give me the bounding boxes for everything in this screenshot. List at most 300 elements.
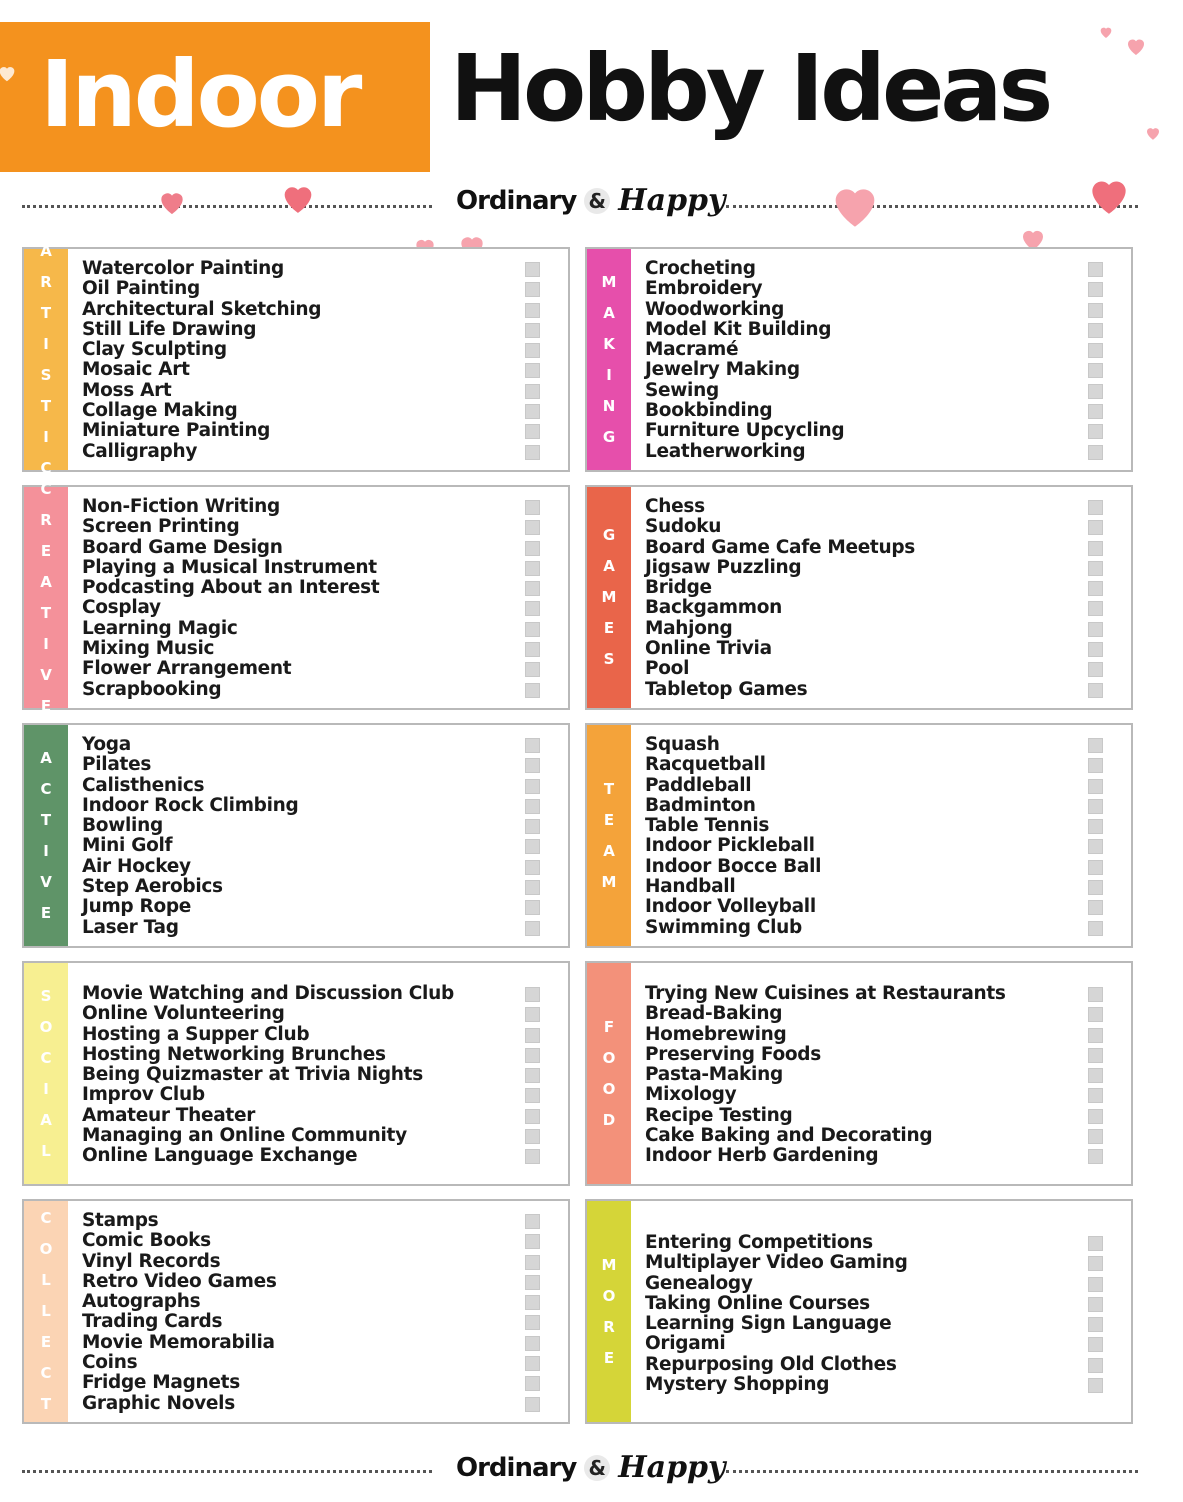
checkbox[interactable] [1088,343,1103,358]
checkbox[interactable] [525,900,540,915]
checkbox[interactable] [525,622,540,637]
checkbox[interactable] [1088,799,1103,814]
hobby-item-label: Being Quizmaster at Trivia Nights [82,1064,423,1086]
checkbox[interactable] [1088,1337,1103,1352]
hobby-item-label: Scrapbooking [82,678,222,700]
checkbox[interactable] [525,445,540,460]
checkbox[interactable] [1088,384,1103,399]
hobby-item-label: Cake Baking and Decorating [645,1125,933,1147]
hobby-item-label: Mystery Shopping [645,1374,830,1396]
hobby-item [645,659,1111,679]
category-band-food [587,963,631,1184]
hobby-item [82,1146,548,1166]
hobby-item [82,497,548,517]
hobby-item-label: Improv Club [82,1084,205,1106]
hobby-list-social [82,984,548,1167]
band-letter: T [40,603,52,622]
category-band-artistic [24,241,68,477]
hobby-item [645,1355,1111,1375]
checkbox[interactable] [525,1376,540,1391]
band-letter: O [602,1048,616,1067]
hobby-item [645,1025,1111,1045]
category-band-making [587,249,631,470]
hobby-item-label: Furniture Upcycling [645,420,845,442]
checkbox[interactable] [525,282,540,297]
checkbox[interactable] [1088,262,1103,277]
hobby-item-label: Online Volunteering [82,1003,285,1025]
hobby-item-label: Paddleball [645,774,752,796]
brand-happy: Happy [618,183,726,218]
checkbox[interactable] [525,561,540,576]
band-letter: T [40,303,52,322]
hobby-item-label: Online Trivia [645,638,772,660]
checkbox[interactable] [1088,520,1103,535]
hobby-item-label: Tabletop Games [645,678,808,700]
band-letter: E [40,541,52,560]
hobby-item [82,1333,548,1353]
hobby-item [82,1211,548,1231]
hobby-item [82,538,548,558]
checkbox[interactable] [1088,500,1103,515]
checkbox[interactable] [525,404,540,419]
checkbox[interactable] [1088,1256,1103,1271]
checkbox[interactable] [525,1068,540,1083]
hobby-item-label: Calisthenics [82,774,205,796]
hobby-item [645,680,1111,700]
hobby-item [82,558,548,578]
band-letter: A [40,241,52,260]
checkbox[interactable] [1088,282,1103,297]
checkbox[interactable] [525,779,540,794]
hobby-item [645,639,1111,659]
checkbox[interactable] [525,1315,540,1330]
brand-ordinary: Ordinary [456,185,577,216]
footer-brand-logo [456,1450,725,1485]
hobby-item [82,1004,548,1024]
checkbox[interactable] [525,1356,540,1371]
brand-ordinary: Ordinary [456,1452,577,1483]
title-word-indoor: Indoor [40,41,360,148]
hobby-item-label: Movie Memorabilia [82,1331,275,1353]
checkbox[interactable] [1088,683,1103,698]
heart-icon [1098,24,1114,40]
hobby-item [82,1025,548,1045]
hobby-item-label: Vinyl Records [82,1250,221,1272]
hobby-item [82,857,548,877]
band-letter: A [603,841,615,860]
checkbox[interactable] [1088,900,1103,915]
hobby-item-label: Trying New Cuisines at Restaurants [645,983,1006,1004]
hobby-item-label: Backgammon [645,597,783,619]
category-card-collect [22,1199,570,1424]
hobby-item [82,279,548,299]
checkbox[interactable] [1088,1297,1103,1312]
hobby-item-label: Flower Arrangement [82,658,292,680]
checkbox[interactable] [525,424,540,439]
band-letter: O [39,1017,53,1036]
band-letter: I [606,365,612,384]
category-card-artistic [22,241,570,477]
checkbox[interactable] [1088,839,1103,854]
hobby-item [82,1065,548,1085]
hobby-item [645,755,1111,775]
hobby-item [82,1231,548,1251]
checkbox[interactable] [1088,860,1103,875]
checkbox[interactable] [525,662,540,677]
checkbox[interactable] [525,303,540,318]
checkbox[interactable] [1088,642,1103,657]
band-letter: C [40,1364,52,1382]
hobby-item [82,680,548,700]
checkbox[interactable] [525,1028,540,1043]
hobby-item [82,639,548,659]
checkbox[interactable] [1088,1007,1103,1022]
checkbox[interactable] [1088,404,1103,419]
checkbox[interactable] [1088,445,1103,460]
hobby-item-label: Swimming Club [645,916,802,938]
checkbox[interactable] [525,799,540,814]
hobby-item-label: Cosplay [82,597,161,619]
checkbox[interactable] [1088,1317,1103,1332]
hobby-item-label: Graphic Novels [82,1392,235,1414]
checkbox[interactable] [1088,1149,1103,1164]
hobby-item [645,300,1111,320]
heart-icon [1144,124,1162,142]
category-card-creative [22,479,570,715]
hobby-item [82,1373,548,1393]
checkbox[interactable] [525,384,540,399]
checkbox[interactable] [525,880,540,895]
checkbox[interactable] [1088,1028,1103,1043]
hobby-item [82,1394,548,1414]
band-letter: C [40,458,52,477]
checkbox[interactable] [525,683,540,698]
band-letter: V [40,872,52,891]
band-letter: S [40,365,52,384]
hobby-item-label: Table Tennis [645,815,770,837]
hobby-item-label: Managing an Online Community [82,1125,407,1147]
hobby-item [82,1085,548,1105]
hobby-item-label: Air Hockey [82,855,191,877]
hobby-item-label: Mixing Music [82,638,215,660]
hobby-item [645,776,1111,796]
hobby-item [82,1292,548,1312]
hobby-item-label: Coins [82,1352,138,1374]
checkbox[interactable] [525,1088,540,1103]
hobby-item [645,1253,1111,1273]
hobby-item [645,796,1111,816]
footer-dotted-divider-right [726,1470,1138,1473]
hobby-item [645,984,1111,1004]
checkbox[interactable] [1088,1068,1103,1083]
band-letter: I [43,427,49,446]
hobby-item-label: Taking Online Courses [645,1292,870,1314]
checkbox[interactable] [1088,779,1103,794]
hobby-item-label: Bridge [645,577,712,599]
hobby-item [82,1045,548,1065]
hobby-item [645,1106,1111,1126]
checkbox[interactable] [1088,987,1103,1002]
hobby-list-active [82,735,548,938]
band-letter: L [41,1141,51,1160]
hobby-item-label: Jewelry Making [645,359,800,381]
checkbox[interactable] [525,541,540,556]
hobby-item [645,517,1111,537]
checkbox[interactable] [525,819,540,834]
title-hobby-ideas: Hobby Ideas [450,35,1050,142]
checkbox[interactable] [525,500,540,515]
hobby-item-label: Sudoku [645,516,722,538]
checkbox[interactable] [1088,1277,1103,1292]
hobby-item-label: Entering Competitions [645,1232,873,1253]
checkbox[interactable] [525,642,540,657]
checkbox[interactable] [525,343,540,358]
checkbox[interactable] [1088,1236,1103,1251]
checkbox[interactable] [1088,363,1103,378]
checkbox[interactable] [1088,561,1103,576]
hobby-item-label: Leatherworking [645,440,806,462]
band-letter: G [602,526,616,544]
hobby-item-label: Multiplayer Video Gaming [645,1252,908,1274]
hobby-item [645,340,1111,360]
hobby-item-label: Learning Sign Language [645,1313,892,1335]
checkbox[interactable] [1088,581,1103,596]
band-letter: E [603,619,615,637]
checkbox[interactable] [1088,541,1103,556]
hobby-item [82,1126,548,1146]
hobby-item [82,1252,548,1272]
checkbox[interactable] [525,1007,540,1022]
category-card-active [22,723,570,948]
hobby-item [645,1334,1111,1354]
hobby-item [82,360,548,380]
checkbox[interactable] [525,921,540,936]
header-dotted-divider-right [726,205,1138,208]
checkbox[interactable] [525,1275,540,1290]
hobby-item [645,442,1111,462]
brand-ampersand: & [584,188,610,214]
hobby-item-label: Autographs [82,1291,201,1313]
hobby-list-games [645,497,1111,700]
band-letter: C [40,479,52,498]
hobby-item [82,984,548,1004]
checkbox[interactable] [1088,303,1103,318]
hobby-item-label: Embroidery [645,278,763,300]
checkbox[interactable] [525,1295,540,1310]
checkbox[interactable] [525,860,540,875]
hobby-item [645,735,1111,755]
checkbox[interactable] [1088,738,1103,753]
checkbox[interactable] [1088,1129,1103,1144]
category-card-food [585,961,1133,1186]
hobby-item [82,1312,548,1332]
hobby-item [82,776,548,796]
hobby-list-food [645,984,1111,1167]
heart-icon [156,186,188,218]
brand-ampersand: & [584,1455,610,1481]
hobby-item [645,279,1111,299]
checkbox[interactable] [1088,921,1103,936]
checkbox[interactable] [525,520,540,535]
checkbox[interactable] [1088,1048,1103,1063]
hobby-item [82,259,548,279]
hobby-item-label: Macramé [645,339,739,361]
band-letter: C [40,779,52,798]
band-letter: O [602,1286,616,1305]
hobby-item-label: Pasta-Making [645,1064,783,1086]
hobby-item-label: Squash [645,734,720,755]
heart-icon [826,176,884,234]
hobby-item-label: Model Kit Building [645,318,832,340]
band-letter: R [40,272,52,291]
band-letter: G [602,427,616,446]
checkbox[interactable] [1088,758,1103,773]
hobby-item-label: Badminton [645,794,756,816]
band-letter: T [603,779,615,798]
hobby-item [82,1353,548,1373]
hobby-item-label: Comic Books [82,1230,211,1252]
category-band-more [587,1201,631,1422]
band-letter: K [603,334,615,353]
hobby-item [82,578,548,598]
hobby-item [645,320,1111,340]
checkbox[interactable] [1088,880,1103,895]
hobby-item-label: Clay Sculpting [82,339,227,361]
checkbox[interactable] [525,323,540,338]
checkbox[interactable] [1088,819,1103,834]
band-letter: A [603,303,615,322]
checkbox[interactable] [1088,1378,1103,1393]
hobby-item [82,421,548,441]
checkbox[interactable] [525,581,540,596]
hobby-item [645,877,1111,897]
category-card-social [22,961,570,1186]
hobby-item [82,340,548,360]
category-band-active [24,725,68,946]
hobby-item [645,381,1111,401]
hobby-item [645,421,1111,441]
hobby-item-label: Stamps [82,1210,159,1231]
category-card-games [585,485,1133,710]
checkbox[interactable] [525,987,540,1002]
hobby-item-label: Origami [645,1333,726,1355]
band-letter: N [602,396,616,415]
checkbox[interactable] [1088,601,1103,616]
hobby-item [645,1294,1111,1314]
checkbox[interactable] [525,738,540,753]
hobby-item [645,578,1111,598]
checkbox[interactable] [1088,424,1103,439]
hobby-item [82,755,548,775]
checkbox[interactable] [525,839,540,854]
hobby-item-label: Mosaic Art [82,359,190,381]
checkbox[interactable] [1088,1358,1103,1373]
band-letter: E [603,810,615,829]
hobby-item-label: Bread-Baking [645,1003,783,1025]
hobby-item-label: Still Life Drawing [82,318,257,340]
band-letter: E [40,1333,52,1351]
hobby-item-label: Preserving Foods [645,1043,821,1065]
hobby-item [645,1126,1111,1146]
hobby-item [645,538,1111,558]
hobby-item-label: Yoga [82,734,131,755]
hobby-item [82,300,548,320]
checkbox[interactable] [525,758,540,773]
checkbox[interactable] [1088,323,1103,338]
hobby-item [82,619,548,639]
hobby-item [645,918,1111,938]
hobby-item-label: Screen Printing [82,516,240,538]
band-letter: E [603,1348,615,1367]
checkbox[interactable] [1088,1109,1103,1124]
hobby-item [82,1272,548,1292]
band-letter: F [603,1017,615,1036]
checkbox[interactable] [525,1109,540,1124]
band-letter: M [601,1255,617,1274]
band-letter: C [40,1048,52,1067]
checkbox[interactable] [525,1234,540,1249]
hobby-item [645,1085,1111,1105]
hobby-item-label: Pilates [82,754,152,776]
hobby-item [82,796,548,816]
checkbox[interactable] [525,601,540,616]
hobby-item-label: Indoor Bocce Ball [645,855,822,877]
hobby-item [645,360,1111,380]
checkbox[interactable] [525,1336,540,1351]
hobby-item-label: Playing a Musical Instrument [82,556,377,578]
hobby-item-label: Sewing [645,379,719,401]
hobby-item [645,1146,1111,1166]
hobby-item-label: Watercolor Painting [82,258,284,279]
hobby-item [645,1045,1111,1065]
band-letter: M [601,588,617,606]
checkbox[interactable] [525,1214,540,1229]
hobby-item [82,598,548,618]
hobby-list-creative [82,497,548,700]
band-letter: E [40,903,52,922]
hobby-item [82,897,548,917]
hobby-item-label: Amateur Theater [82,1104,256,1126]
hobby-item [82,442,548,462]
checkbox[interactable] [525,363,540,378]
checkbox[interactable] [1088,1088,1103,1103]
checkbox[interactable] [525,1149,540,1164]
hobby-item-label: Mini Golf [82,835,173,857]
hobby-item-label: Jump Rope [82,896,192,918]
checkbox[interactable] [1088,622,1103,637]
checkbox[interactable] [1088,662,1103,677]
hobby-item [82,735,548,755]
hobby-item [645,598,1111,618]
hobby-item-label: Handball [645,876,736,898]
category-band-collect [24,1201,68,1422]
heart-icon [1124,34,1148,58]
band-letter: S [40,986,52,1005]
checkbox[interactable] [525,262,540,277]
hobby-list-collect [82,1211,548,1414]
checkbox[interactable] [525,1129,540,1144]
band-letter: T [40,810,52,829]
checkbox[interactable] [525,1255,540,1270]
band-letter: R [40,510,52,529]
checkbox[interactable] [525,1048,540,1063]
category-band-games [587,487,631,708]
heart-icon [1084,170,1134,220]
checkbox[interactable] [525,1397,540,1412]
hobby-item-label: Chess [645,496,705,517]
hobby-item-label: Retro Video Games [82,1270,277,1292]
hobby-item-label: Mixology [645,1084,737,1106]
